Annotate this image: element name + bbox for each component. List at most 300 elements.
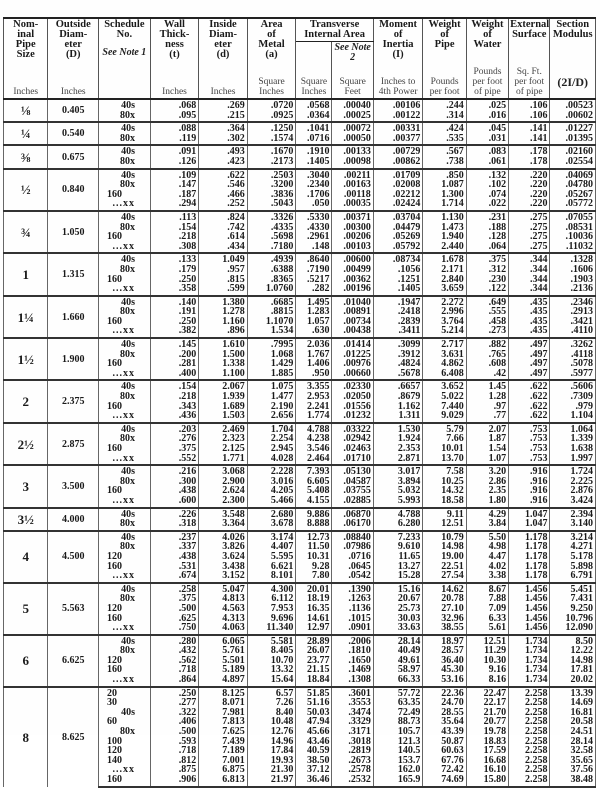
external-surface-cell: .141 — [509, 134, 550, 146]
wall-thickness-cell: .906 — [150, 775, 199, 787]
header-section-modulus — [550, 18, 596, 64]
area-of-metal-cell: 21.30 — [247, 765, 296, 775]
external-surface-cell: .344 — [509, 275, 550, 285]
table-row — [4, 380, 596, 392]
inside-diameter-cell: 3.826 — [199, 542, 248, 552]
inside-diameter-cell: 2.300 — [199, 496, 248, 508]
moment-of-inertia-cell: .00729 — [373, 145, 423, 157]
transverse-sq-in-cell: 18.19 — [296, 594, 332, 604]
inside-diameter-cell: 3.364 — [199, 519, 248, 531]
section-modulus-cell: .08531 — [550, 223, 596, 233]
table-row — [4, 338, 596, 350]
wall-thickness-cell: .281 — [150, 359, 199, 369]
transverse-sq-ft-cell: .00072 — [332, 122, 373, 134]
inside-diameter-cell: .742 — [199, 223, 248, 233]
header-text: Metal — [258, 39, 285, 50]
moment-of-inertia-cell: 25.73 — [373, 604, 423, 614]
transverse-sq-in-cell: 1.495 — [296, 296, 332, 308]
inside-diameter-cell: 4.897 — [199, 675, 248, 687]
external-surface-cell: 1.456 — [509, 583, 550, 595]
area-of-metal-cell: 2.656 — [247, 411, 296, 423]
inside-diameter-cell: 5.501 — [199, 656, 248, 666]
area-of-metal-cell: .7995 — [247, 338, 296, 350]
moment-of-inertia-cell: 63.35 — [373, 698, 423, 708]
moment-of-inertia-cell: 3.894 — [373, 477, 423, 487]
transverse-sq-ft-cell: .00050 — [332, 134, 373, 146]
unit-external: Sq. Ft. per foot of pipe — [509, 64, 550, 99]
header-text: Inside — [209, 19, 237, 30]
section-modulus-cell: .7309 — [550, 392, 596, 402]
schedule-value: 80x — [120, 475, 136, 487]
transverse-sq-ft-cell: .00206 — [332, 232, 373, 242]
area-of-metal-cell: 1.075 — [247, 380, 296, 392]
pipe-size-group — [4, 145, 596, 168]
external-surface-cell: .497 — [509, 350, 550, 360]
moment-of-inertia-cell: 15.28 — [373, 571, 423, 583]
schedule-cell — [99, 746, 151, 756]
weight-of-water-cell: .128 — [466, 232, 508, 242]
transverse-sq-in-cell: 37.12 — [296, 765, 332, 775]
transverse-sq-ft-cell: .01040 — [332, 296, 373, 308]
external-surface-cell: .178 — [509, 157, 550, 169]
outside-diameter-cell: 0.405 — [48, 99, 99, 122]
moment-of-inertia-cell: 13.27 — [373, 562, 423, 572]
moment-of-inertia-cell: .02424 — [373, 199, 423, 211]
header-text: No. — [116, 29, 133, 40]
schedule-value: 80x — [120, 593, 136, 605]
schedule-cell — [99, 99, 151, 111]
schedule-value: ...xx — [112, 325, 136, 337]
wall-thickness-cell: .226 — [150, 508, 199, 520]
moment-of-inertia-cell: 162.0 — [373, 765, 423, 775]
wall-thickness-cell: .436 — [150, 411, 199, 423]
wall-thickness-cell: .250 — [150, 317, 199, 327]
weight-of-pipe-cell: 2.717 — [423, 338, 466, 350]
section-modulus-cell: .5977 — [550, 369, 596, 381]
transverse-sq-ft-cell: .1263 — [332, 594, 373, 604]
section-modulus-cell: 1.997 — [550, 454, 596, 466]
moment-of-inertia-cell: 105.7 — [373, 727, 423, 737]
header-text: Water — [473, 39, 502, 50]
transverse-sq-ft-cell: .1390 — [332, 583, 373, 595]
moment-of-inertia-cell: .1947 — [373, 296, 423, 308]
transverse-sq-in-cell: .0568 — [296, 99, 332, 111]
wall-thickness-cell: .718 — [150, 665, 199, 675]
inside-diameter-cell: 1.771 — [199, 454, 248, 466]
schedule-value: 80x — [120, 306, 136, 318]
moment-of-inertia-cell: 88.73 — [373, 717, 423, 727]
area-of-metal-cell: .4939 — [247, 253, 296, 265]
inside-diameter-cell: 1.503 — [199, 411, 248, 423]
external-surface-cell: 1.456 — [509, 604, 550, 614]
schedule-cell — [99, 496, 151, 508]
header-outside-diameter — [48, 18, 99, 64]
schedule-value: 160 — [107, 273, 123, 285]
transverse-sq-ft-cell: .2578 — [332, 765, 373, 775]
outside-diameter-cell: 0.840 — [48, 169, 99, 211]
inside-diameter-cell: .824 — [199, 211, 248, 223]
weight-of-water-cell: 22.47 — [466, 687, 508, 699]
schedule-value: 40s — [121, 254, 136, 266]
header-text: Size — [16, 49, 35, 60]
schedule-value: 160 — [107, 188, 123, 200]
external-surface-cell: .106 — [509, 111, 550, 123]
external-surface-cell: 1.178 — [509, 542, 550, 552]
transverse-sq-ft-cell: .2532 — [332, 775, 373, 787]
outside-diameter-cell: 1.660 — [48, 296, 99, 338]
inside-diameter-cell: 2.624 — [199, 486, 248, 496]
schedule-value: 160 — [107, 664, 123, 676]
transverse-sq-ft-cell: .00362 — [332, 275, 373, 285]
external-surface-cell: 2.258 — [509, 717, 550, 727]
wall-thickness-cell: .154 — [150, 380, 199, 392]
section-modulus-cell: 7.431 — [550, 594, 596, 604]
transverse-sq-in-cell: 38.50 — [296, 756, 332, 766]
transverse-sq-in-cell: 14.61 — [296, 614, 332, 624]
section-modulus-cell: 2.876 — [550, 486, 596, 496]
external-surface-cell: .435 — [509, 307, 550, 317]
weight-of-water-cell: .045 — [466, 122, 508, 134]
moment-of-inertia-cell: 2.871 — [373, 454, 423, 466]
wall-thickness-cell: .400 — [150, 369, 199, 381]
transverse-sq-in-cell: 4.788 — [296, 423, 332, 435]
inside-diameter-cell: 7.189 — [199, 746, 248, 756]
moment-of-inertia-cell: .05792 — [373, 242, 423, 254]
header-moment-of-inertia — [373, 18, 423, 64]
moment-of-inertia-cell: .00331 — [373, 122, 423, 134]
section-modulus-cell: .5606 — [550, 380, 596, 392]
table-row — [4, 99, 596, 111]
moment-of-inertia-cell: 9.610 — [373, 542, 423, 552]
wall-thickness-cell: .552 — [150, 454, 199, 466]
transverse-sq-ft-cell: .0716 — [332, 552, 373, 562]
transverse-sq-ft-cell: .3474 — [332, 708, 373, 718]
moment-of-inertia-cell: .04479 — [373, 223, 423, 233]
weight-of-pipe-cell: 74.69 — [423, 775, 466, 787]
weight-of-pipe-cell: 14.98 — [423, 542, 466, 552]
external-surface-cell: .435 — [509, 296, 550, 308]
transverse-sq-in-cell: .050 — [296, 199, 332, 211]
schedule-cell — [99, 199, 151, 211]
header-text: (t) — [169, 49, 180, 60]
weight-of-pipe-cell: .567 — [423, 145, 466, 157]
schedule-value: 160 — [107, 231, 123, 243]
schedule-cell — [99, 775, 151, 787]
weight-of-pipe-cell: 10.01 — [423, 444, 466, 454]
weight-of-water-cell: 3.20 — [466, 465, 508, 477]
section-modulus-cell: 5.898 — [550, 562, 596, 572]
weight-of-pipe-cell: 10.79 — [423, 531, 466, 543]
inside-diameter-cell: 1.049 — [199, 253, 248, 265]
transverse-sq-in-cell: .1405 — [296, 157, 332, 169]
external-surface-cell: .220 — [509, 190, 550, 200]
weight-of-pipe-cell: 53.16 — [423, 675, 466, 687]
schedule-cell — [99, 211, 151, 223]
moment-of-inertia-cell: 33.63 — [373, 623, 423, 635]
inside-diameter-cell: 1.500 — [199, 350, 248, 360]
table-row — [4, 583, 596, 595]
wall-thickness-cell: .109 — [150, 169, 199, 181]
section-modulus-cell: .979 — [550, 402, 596, 412]
external-surface-cell: 1.178 — [509, 571, 550, 583]
area-of-metal-cell: .0925 — [247, 111, 296, 123]
weight-of-pipe-cell: 12.51 — [423, 519, 466, 531]
wall-thickness-cell: .280 — [150, 635, 199, 647]
inside-diameter-cell: .815 — [199, 275, 248, 285]
schedule-value: 100 — [107, 735, 123, 747]
transverse-sq-in-cell: 11.50 — [296, 542, 332, 552]
nominal-size-cell: ½ — [4, 169, 48, 211]
section-modulus-cell: 3.214 — [550, 531, 596, 543]
weight-of-water-cell: 3.38 — [466, 571, 508, 583]
section-modulus-cell: 2.225 — [550, 477, 596, 487]
moment-of-inertia-cell: 5.993 — [373, 496, 423, 508]
section-modulus-cell: .1606 — [550, 265, 596, 275]
transverse-sq-ft-cell: .00118 — [332, 190, 373, 200]
weight-of-water-cell: .031 — [466, 134, 508, 146]
pipe-size-group — [4, 687, 596, 787]
external-surface-cell: .622 — [509, 380, 550, 392]
nominal-size-cell: 1¼ — [4, 296, 48, 338]
schedule-value: 40s — [121, 296, 136, 308]
area-of-metal-cell: 12.76 — [247, 727, 296, 737]
external-surface-cell: .344 — [509, 284, 550, 296]
schedule-cell — [99, 157, 151, 169]
external-surface-cell: .141 — [509, 122, 550, 134]
table-row — [4, 465, 596, 477]
transverse-sq-ft-cell: .1810 — [332, 646, 373, 656]
schedule-value: 160 — [107, 485, 123, 497]
weight-of-water-cell: 8.67 — [466, 583, 508, 595]
section-modulus-cell: .01395 — [550, 134, 596, 146]
wall-thickness-cell: .250 — [150, 687, 199, 699]
wall-thickness-cell: .318 — [150, 519, 199, 531]
inside-diameter-cell: .896 — [199, 326, 248, 338]
section-modulus-cell: .11032 — [550, 242, 596, 254]
schedule-value: ...xx — [112, 674, 136, 686]
external-surface-cell: 1.178 — [509, 531, 550, 543]
table-row — [4, 145, 596, 157]
area-of-metal-cell: 5.581 — [247, 635, 296, 647]
inside-diameter-cell: 5.761 — [199, 646, 248, 656]
header-text: Wall — [163, 19, 185, 30]
moment-of-inertia-cell: 121.3 — [373, 737, 423, 747]
transverse-sq-in-cell: .950 — [296, 369, 332, 381]
pipe-size-group — [4, 338, 596, 380]
area-of-metal-cell: 1.704 — [247, 423, 296, 435]
weight-of-water-cell: 15.80 — [466, 775, 508, 787]
nominal-size-cell: 2 — [4, 380, 48, 422]
external-surface-cell: 2.258 — [509, 746, 550, 756]
moment-of-inertia-cell: 11.65 — [373, 552, 423, 562]
external-surface-cell: .497 — [509, 359, 550, 369]
schedule-value: 120 — [107, 654, 123, 666]
transverse-sq-ft-cell: .00660 — [332, 369, 373, 381]
wall-thickness-cell: .258 — [150, 583, 199, 595]
weight-of-pipe-cell: 3.764 — [423, 317, 466, 327]
external-surface-cell: .220 — [509, 180, 550, 190]
transverse-sq-in-cell: 21.15 — [296, 665, 332, 675]
header-text: inal — [17, 29, 35, 40]
moment-of-inertia-cell: 7.233 — [373, 531, 423, 543]
moment-of-inertia-cell: 3.017 — [373, 465, 423, 477]
pipe-size-group — [4, 99, 596, 122]
external-surface-cell: .622 — [509, 392, 550, 402]
wall-thickness-cell: .218 — [150, 392, 199, 402]
transverse-sq-in-cell: 51.16 — [296, 698, 332, 708]
inside-diameter-cell: 6.813 — [199, 775, 248, 787]
schedule-cell — [99, 519, 151, 531]
schedule-value: 40s — [121, 123, 136, 135]
header-text: Modulus — [552, 29, 593, 40]
weight-of-water-cell: 4.02 — [466, 562, 508, 572]
weight-of-water-cell: 16.10 — [466, 765, 508, 775]
nominal-size-cell: 3½ — [4, 508, 48, 531]
transverse-sq-ft-cell: .3171 — [332, 727, 373, 737]
weight-of-pipe-cell: 4.862 — [423, 359, 466, 369]
transverse-sq-in-cell: 4.238 — [296, 434, 332, 444]
wall-thickness-cell: .812 — [150, 756, 199, 766]
section-modulus-cell: .10036 — [550, 232, 596, 242]
weight-of-water-cell: .77 — [466, 411, 508, 423]
section-modulus-cell: 5.178 — [550, 552, 596, 562]
moment-of-inertia-cell: .5678 — [373, 369, 423, 381]
inside-diameter-cell: .269 — [199, 99, 248, 111]
transverse-sq-in-cell: 26.07 — [296, 646, 332, 656]
external-surface-cell: .435 — [509, 326, 550, 338]
wall-thickness-cell: .147 — [150, 180, 199, 190]
inside-diameter-cell: 1.338 — [199, 359, 248, 369]
transverse-sq-in-cell: 28.89 — [296, 635, 332, 647]
area-of-metal-cell: 10.48 — [247, 717, 296, 727]
header-text: of — [267, 29, 276, 40]
transverse-sq-ft-cell: .3553 — [332, 698, 373, 708]
schedule-cell — [99, 242, 151, 254]
external-surface-cell: .753 — [509, 434, 550, 444]
weight-of-water-cell: 7.88 — [466, 594, 508, 604]
header-text: Area — [260, 19, 283, 30]
section-modulus-cell: 16.81 — [550, 708, 596, 718]
schedule-value: 80x — [120, 263, 136, 275]
external-surface-cell: .220 — [509, 169, 550, 181]
wall-thickness-cell: .322 — [150, 708, 199, 718]
weight-of-water-cell: 5.50 — [466, 531, 508, 543]
section-modulus-cell: 24.51 — [550, 727, 596, 737]
section-modulus-cell: 20.58 — [550, 717, 596, 727]
section-modulus-cell: 9.250 — [550, 604, 596, 614]
header-text: eter — [214, 39, 232, 50]
external-surface-cell: .435 — [509, 317, 550, 327]
wall-thickness-cell: .133 — [150, 253, 199, 265]
external-surface-cell: .178 — [509, 145, 550, 157]
moment-of-inertia-cell: 58.97 — [373, 665, 423, 675]
schedule-value: ...xx — [112, 367, 136, 379]
wall-thickness-cell: .308 — [150, 242, 199, 254]
header-text: (I) — [392, 49, 404, 60]
section-modulus-cell: 17.81 — [550, 665, 596, 675]
weight-of-water-cell: .375 — [466, 253, 508, 265]
transverse-sq-in-cell: 1.767 — [296, 350, 332, 360]
transverse-sq-in-cell: 6.605 — [296, 477, 332, 487]
schedule-value: ...xx — [112, 410, 136, 422]
weight-of-pipe-cell: 13.70 — [423, 454, 466, 466]
transverse-sq-in-cell: 12.97 — [296, 623, 332, 635]
wall-thickness-cell: .750 — [150, 623, 199, 635]
weight-of-pipe-cell: .424 — [423, 122, 466, 134]
inside-diameter-cell: 1.689 — [199, 402, 248, 412]
inside-diameter-cell: .364 — [199, 122, 248, 134]
weight-of-water-cell: 9.16 — [466, 665, 508, 675]
wall-thickness-cell: .600 — [150, 496, 199, 508]
moment-of-inertia-cell: .3912 — [373, 350, 423, 360]
wall-thickness-cell: .432 — [150, 646, 199, 656]
moment-of-inertia-cell: 20.67 — [373, 594, 423, 604]
external-surface-cell: .622 — [509, 411, 550, 423]
moment-of-inertia-cell: .03704 — [373, 211, 423, 223]
wall-thickness-cell: .438 — [150, 486, 199, 496]
weight-of-pipe-cell: 27.54 — [423, 571, 466, 583]
inside-diameter-cell: 1.610 — [199, 338, 248, 350]
weight-of-water-cell: 22.17 — [466, 698, 508, 708]
transverse-sq-ft-cell: .0542 — [332, 571, 373, 583]
transverse-sq-in-cell: 2.953 — [296, 392, 332, 402]
weight-of-water-cell: 1.07 — [466, 454, 508, 466]
inside-diameter-cell: .546 — [199, 180, 248, 190]
weight-of-water-cell: .765 — [466, 350, 508, 360]
transverse-sq-ft-cell: .00025 — [332, 111, 373, 123]
pipe-size-group — [4, 211, 596, 253]
transverse-sq-in-cell: 8.888 — [296, 519, 332, 531]
section-modulus-cell: 13.39 — [550, 687, 596, 699]
schedule-cell — [99, 623, 151, 635]
schedule-value: 120 — [107, 602, 123, 614]
header-external-surface — [509, 18, 550, 64]
schedule-value: 40s — [121, 100, 136, 111]
header-text: Surface — [512, 29, 547, 40]
header-text: Internal Area — [304, 29, 365, 40]
transverse-sq-in-cell: .2340 — [296, 180, 332, 190]
transverse-sq-ft-cell: .02885 — [332, 496, 373, 508]
transverse-sq-ft-cell: .03322 — [332, 423, 373, 435]
external-surface-cell: .753 — [509, 444, 550, 454]
transverse-sq-ft-cell: .1308 — [332, 675, 373, 687]
moment-of-inertia-cell: 165.9 — [373, 775, 423, 787]
schedule-value: 80x — [120, 132, 136, 144]
header-text: Pipe — [434, 39, 455, 50]
external-surface-cell: 1.178 — [509, 562, 550, 572]
transverse-sq-in-cell: 4.155 — [296, 496, 332, 508]
weight-of-pipe-cell: 35.64 — [423, 717, 466, 727]
outside-diameter-cell: 0.540 — [48, 122, 99, 145]
external-surface-cell: .753 — [509, 454, 550, 466]
external-surface-cell: 2.258 — [509, 708, 550, 718]
area-of-metal-cell: .1250 — [247, 122, 296, 134]
section-modulus-cell: 14.98 — [550, 656, 596, 666]
weight-of-water-cell: 17.59 — [466, 746, 508, 756]
weight-of-water-cell: 10.30 — [466, 656, 508, 666]
transverse-sq-in-cell: .8640 — [296, 253, 332, 265]
weight-of-pipe-cell: .850 — [423, 169, 466, 181]
transverse-sq-in-cell: .2961 — [296, 232, 332, 242]
moment-of-inertia-cell: .4824 — [373, 359, 423, 369]
schedule-cell — [99, 338, 151, 350]
nominal-size-cell: ¾ — [4, 211, 48, 253]
weight-of-pipe-cell: .535 — [423, 134, 466, 146]
inside-diameter-cell: 3.152 — [199, 571, 248, 583]
weight-of-pipe-cell: 18.58 — [423, 496, 466, 508]
unit-schedule — [99, 64, 151, 99]
wall-thickness-cell: .531 — [150, 562, 199, 572]
